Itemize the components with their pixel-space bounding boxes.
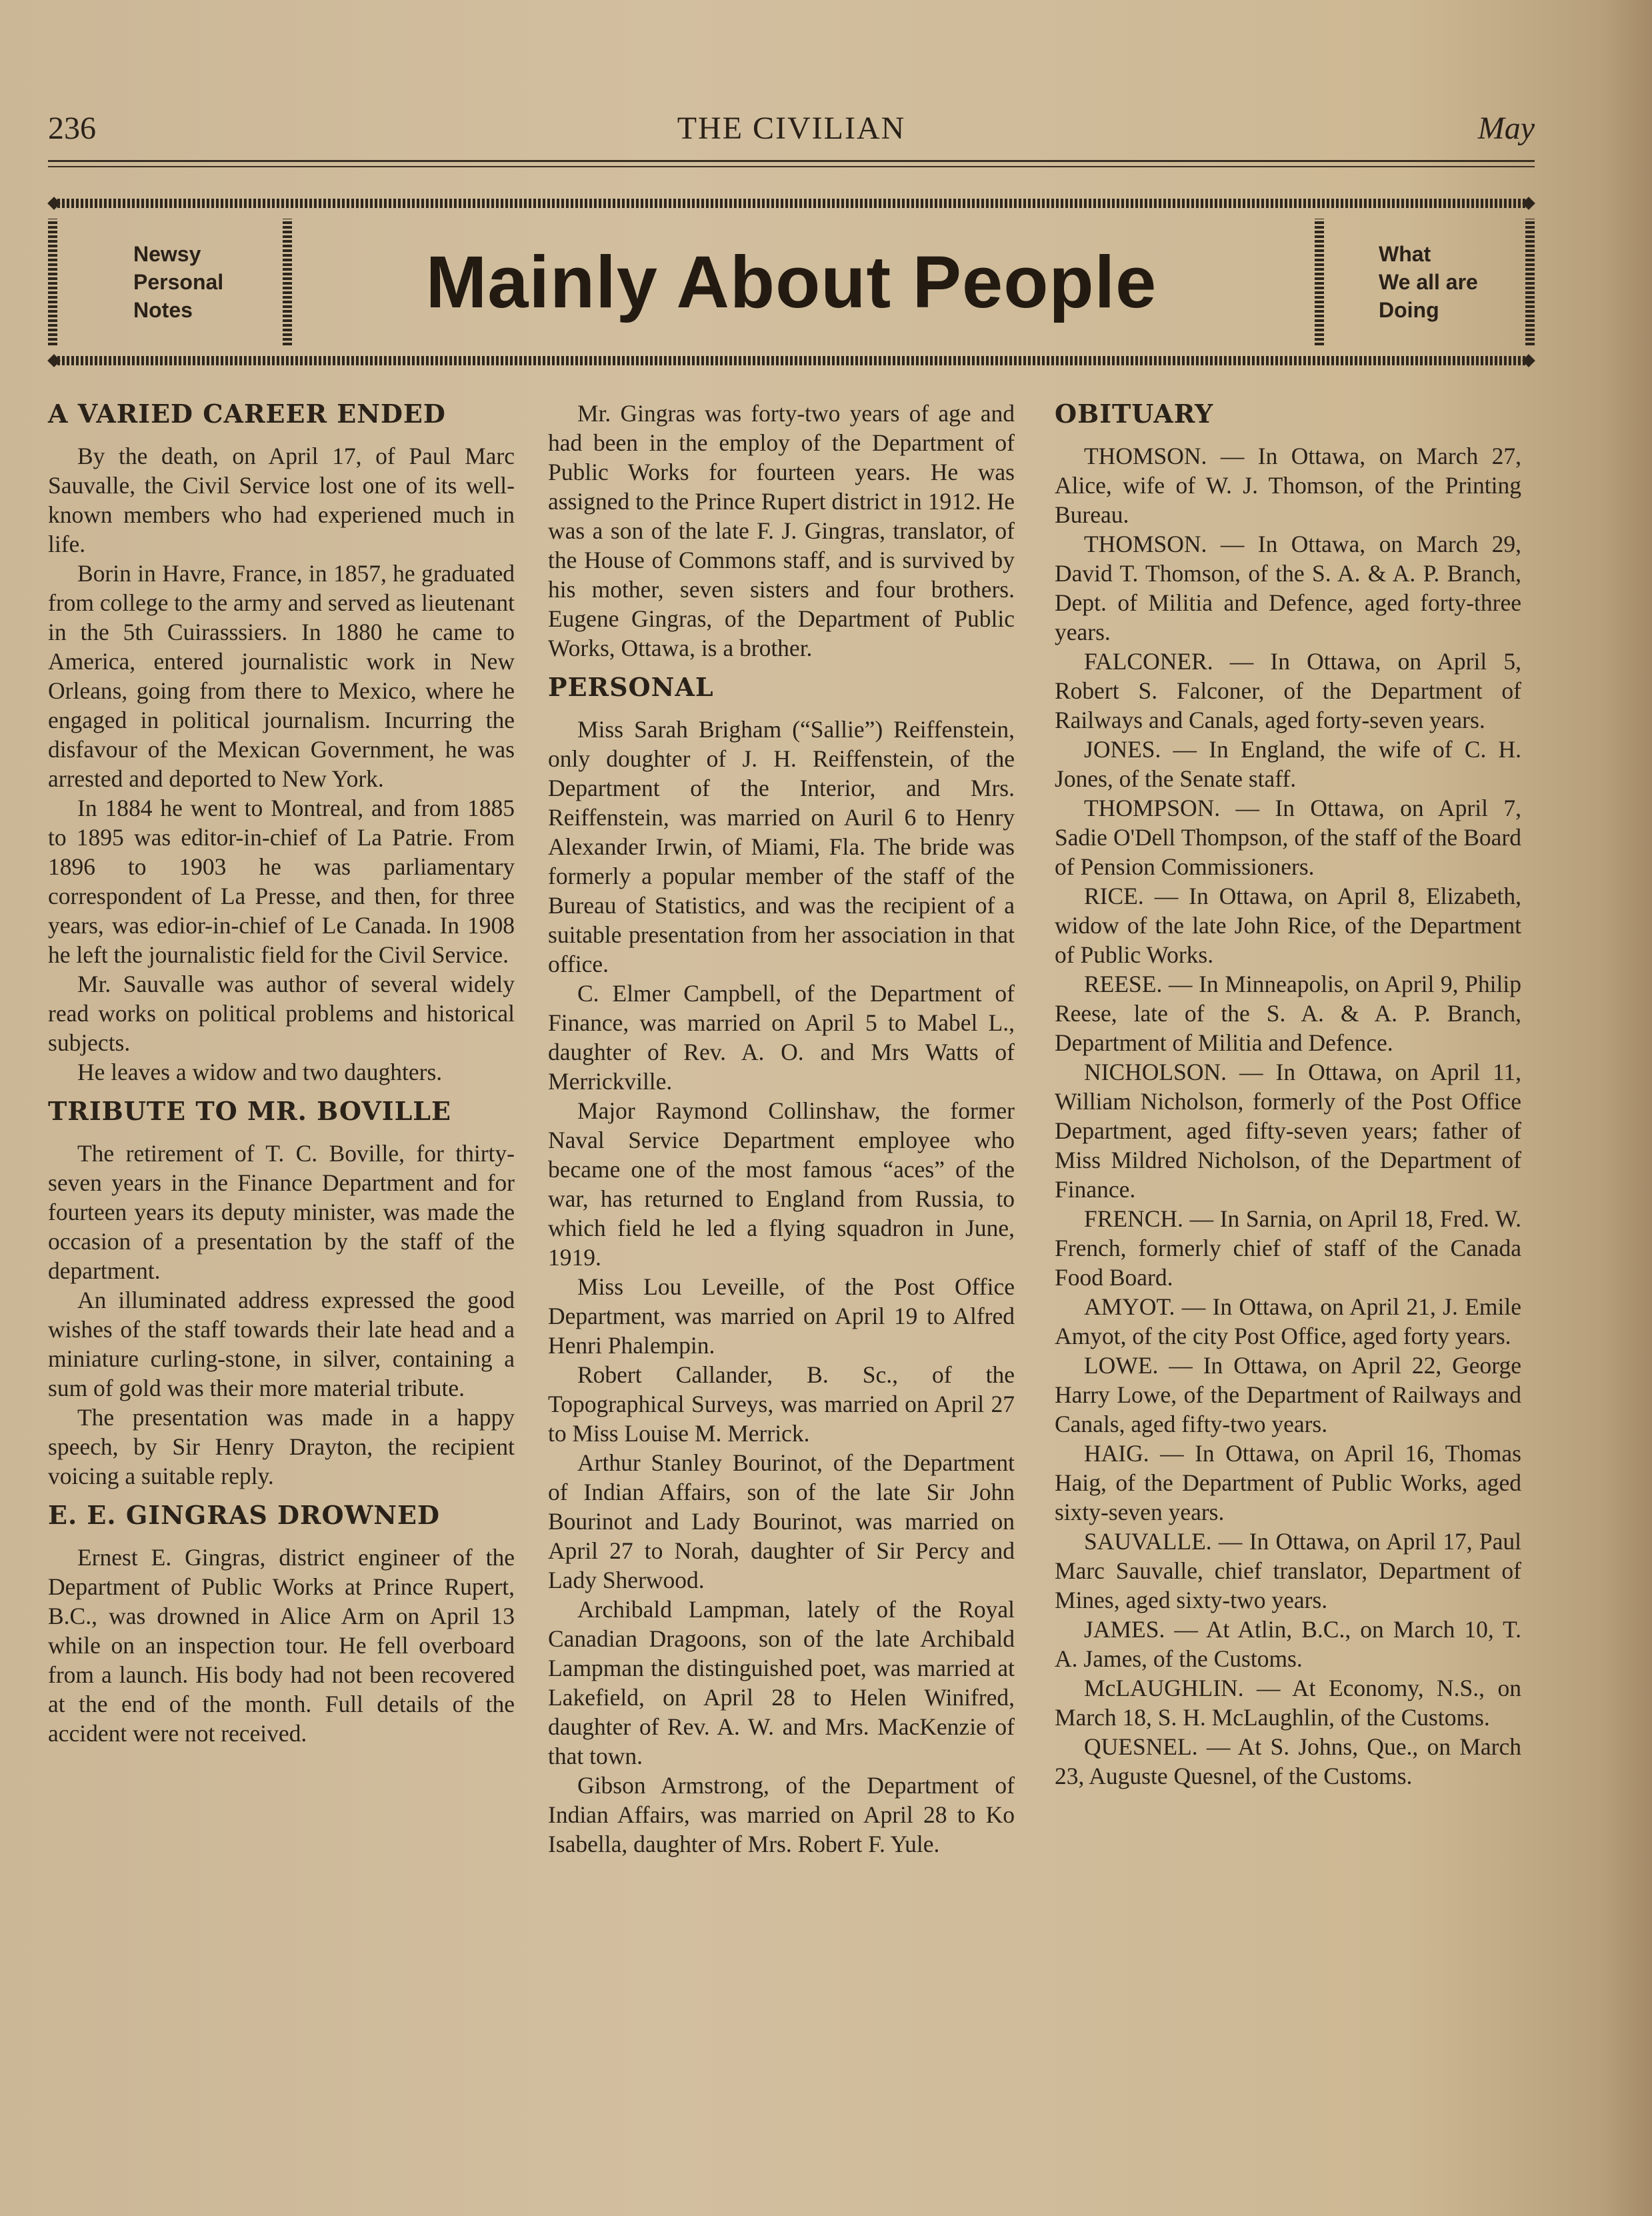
page-number: 236 bbox=[48, 111, 96, 146]
banner-right-line: We all are bbox=[1379, 270, 1478, 294]
banner-left-line: Notes bbox=[133, 298, 193, 322]
article-paragraph: The retirement of T. C. Boville, for thirty-seven years in the Finance Department and for fourteen years its deputy minister, was made the occasion of a presentation by the staff of the department. bbox=[48, 1140, 515, 1284]
article-paragraph: Miss Sarah Brigham (“Sallie”) Reiffenstein, only doughter of J. H. Reiffenstein, of the Department of the Interior, and Mrs. Reiffenstein, was married on Auril 6 to Henry Alexander Irwin, of Miami, Fla. The bride was formerly a popular member of the staff of the Bureau of Statistics, and was the recipient of a suitable presentation from her association in that office. bbox=[548, 716, 1015, 977]
article-paragraph: Gibson Armstrong, of the Department of Indian Affairs, was married on April 28 to Ko Isabella, daughter of Mrs. Robert F. Yule. bbox=[548, 1772, 1015, 1857]
obituary-entry: THOMSON. — In Ottawa, on March 27, Alice, wife of W. J. Thomson, of the Printing Bureau. bbox=[1055, 443, 1521, 528]
obituary-heading: OBITUARY bbox=[1055, 399, 1214, 429]
obituary-entry: HAIG. — In Ottawa, on April 16, Thomas Haig, of the Department of Public Works, aged sixty-seven years. bbox=[1055, 1440, 1521, 1525]
section-banner bbox=[48, 199, 1535, 365]
publication-title: THE CIVILIAN bbox=[677, 111, 906, 146]
article-paragraph: Mr. Sauvalle was author of several widely read works on political problems and historical subjects. bbox=[48, 971, 515, 1056]
article-paragraph: Miss Lou Leveille, of the Post Office Department, was married on April 19 to Alfred Henri Phalempin. bbox=[548, 1273, 1015, 1359]
obituary-entry: McLAUGHLIN. — At Economy, N.S., on March 18, S. H. McLaughlin, of the Customs. bbox=[1055, 1675, 1521, 1731]
article-paragraph: He leaves a widow and two daughters. bbox=[77, 1059, 443, 1085]
obituary-entry: FALCONER. — In Ottawa, on April 5, Robert S. Falconer, of the Department of Railways and Canals, aged forty-seven years. bbox=[1055, 648, 1521, 733]
article-paragraph: Archibald Lampman, lately of the Royal Canadian Dragoons, son of the late Archibald Lampman the distinguished poet, was married at Lakefield, on April 28 to Helen Winifred, daughter of Rev. A. W. and Mrs. MacKenzie of that town. bbox=[548, 1596, 1015, 1769]
article-paragraph: An illuminated address expressed the good wishes of the staff towards their late head and a miniature curling-stone, in silver, containing a sum of gold was their more material tribute. bbox=[48, 1287, 515, 1401]
banner-right-notes bbox=[1379, 240, 1478, 324]
article-paragraph: Major Raymond Collinshaw, the former Naval Service Department employee who became one of the most famous “aces” of the war, has returned to England from Russia, to which field he led a flying squadron in June, 1919. bbox=[548, 1097, 1015, 1271]
column-2 bbox=[548, 399, 1015, 1859]
obituary-entry: REESE. — In Minneapolis, on April 9, Philip Reese, late of the S. A. & A. P. Branch, Department of Militia and Defence. bbox=[1055, 971, 1521, 1056]
obituary-entry: FRENCH. — In Sarnia, on April 18, Fred. W. French, formerly chief of staff of the Canada Food Board. bbox=[1055, 1205, 1521, 1291]
obituary-entry: QUESNEL. — At S. Johns, Que., on March 23, Auguste Quesnel, of the Customs. bbox=[1055, 1733, 1521, 1789]
article-paragraph: C. Elmer Campbell, of the Department of Finance, was married on April 5 to Mabel L., daughter of Rev. A. O. and Mrs Watts of Merrickville. bbox=[548, 980, 1015, 1095]
obituary-entry: NICHOLSON. — In Ottawa, on April 11, William Nicholson, formerly of the Post Office Department, aged fifty-seven years; father of Miss Mildred Nicholson, of the Department of Finance. bbox=[1055, 1059, 1521, 1203]
article-paragraph: The presentation was made in a happy speech, by Sir Henry Drayton, the recipient voicing a suitable reply. bbox=[48, 1404, 515, 1489]
ornament-border-top bbox=[57, 199, 1525, 208]
obituary-entry: AMYOT. — In Ottawa, on April 21, J. Emile Amyot, of the city Post Office, aged forty years. bbox=[1055, 1293, 1521, 1349]
article-heading: A VARIED CAREER ENDED bbox=[48, 399, 446, 429]
article-paragraph: By the death, on April 17, of Paul Marc Sauvalle, the Civil Service lost one of its well-known members who had experiened much in life. bbox=[48, 443, 515, 557]
banner-right-line: Doing bbox=[1379, 298, 1439, 322]
obituary-entry: LOWE. — In Ottawa, on April 22, George Harry Lowe, of the Department of Railways and Canals, aged fifty-two years. bbox=[1055, 1352, 1521, 1437]
article-paragraph: Borin in Havre, France, in 1857, he graduated from college to the army and served as lieutenant in the 5th Cuirasssiers. In 1880 he came to America, entered journalistic work in New Orleans, going from there to Mexico, where he engaged in political journalism. Incurring the disfavour of the Mexican Government, he was arrested and deported to New York. bbox=[48, 560, 515, 792]
article-heading: E. E. GINGRAS DROWNED bbox=[48, 1500, 440, 1530]
banner-left-line: Newsy bbox=[133, 242, 201, 266]
article-paragraph: Mr. Gingras was forty-two years of age and had been in the employ of the Department of Public Works for fourteen years. He was assigned to the Prince Rupert district in 1912. He was a son of the late F. J. Gingras, translator, of the House of Commons staff, and is survived by his mother, seven sisters and four brothers. Eugene Gingras, of the Department of Public Works, Ottawa, is a brother. bbox=[548, 400, 1015, 661]
obituary-entry: RICE. — In Ottawa, on April 8, Elizabeth, widow of the late John Rice, of the Department of Public Works. bbox=[1055, 883, 1521, 968]
column-3 bbox=[1055, 399, 1521, 1791]
banner-right-line: What bbox=[1379, 242, 1431, 266]
article-heading: TRIBUTE TO MR. BOVILLE bbox=[48, 1096, 451, 1126]
article-paragraph: Arthur Stanley Bourinot, of the Department of Indian Affairs, son of the late Sir John Bourinot and Lady Bourinot, was married on April 27 to Norah, daughter of Sir Percy and Lady Sherwood. bbox=[548, 1449, 1015, 1593]
issue-month: May bbox=[1477, 111, 1535, 146]
obituary-entry: JONES. — In England, the wife of C. H. Jones, of the Senate staff. bbox=[1055, 736, 1521, 792]
article-paragraph: In 1884 he went to Montreal, and from 1885 to 1895 was editor-in-chief of La Patrie. From 1896 to 1903 he was parliamentary correspondent of La Presse, and then, for three years, was edior-in-chief of Le Canada. In 1908 he left the journalistic field for the Civil Service. bbox=[48, 795, 515, 968]
header-rule-thin bbox=[48, 166, 1535, 167]
page-header bbox=[48, 110, 1535, 157]
obituary-entry: THOMPSON. — In Ottawa, on April 7, Sadie O'Dell Thompson, of the staff of the Board of Pension Commissioners. bbox=[1055, 795, 1521, 880]
article-heading: PERSONAL bbox=[548, 672, 714, 702]
obituary-entry: SAUVALLE. — In Ottawa, on April 17, Paul Marc Sauvalle, chief translator, Department of Mines, aged sixty-two years. bbox=[1055, 1528, 1521, 1613]
obituary-entry: THOMSON. — In Ottawa, on March 29, David T. Thomson, of the S. A. & A. P. Branch, Dept. of Militia and Defence, aged forty-three years. bbox=[1055, 531, 1521, 645]
banner-left-line: Personal bbox=[133, 270, 224, 294]
article-paragraph: Robert Callander, B. Sc., of the Topographical Surveys, was married on April 27 to Miss Louise M. Merrick. bbox=[548, 1361, 1015, 1447]
header-rule bbox=[48, 160, 1535, 162]
ornament-border-bottom bbox=[57, 356, 1525, 365]
article-paragraph: Ernest E. Gingras, district engineer of the Department of Public Works at Prince Rupert, B.C., was drowned in Alice Arm on April 13 while on an inspection tour. He fell overboard from a launch. His body had not been recovered at the end of the month. Full details of the accident were not received. bbox=[48, 1544, 515, 1747]
obituary-entry: JAMES. — At Atlin, B.C., on March 10, T. A. James, of the Customs. bbox=[1055, 1616, 1521, 1672]
column-1 bbox=[48, 399, 515, 1748]
section-title: Mainly About People bbox=[425, 241, 1157, 323]
